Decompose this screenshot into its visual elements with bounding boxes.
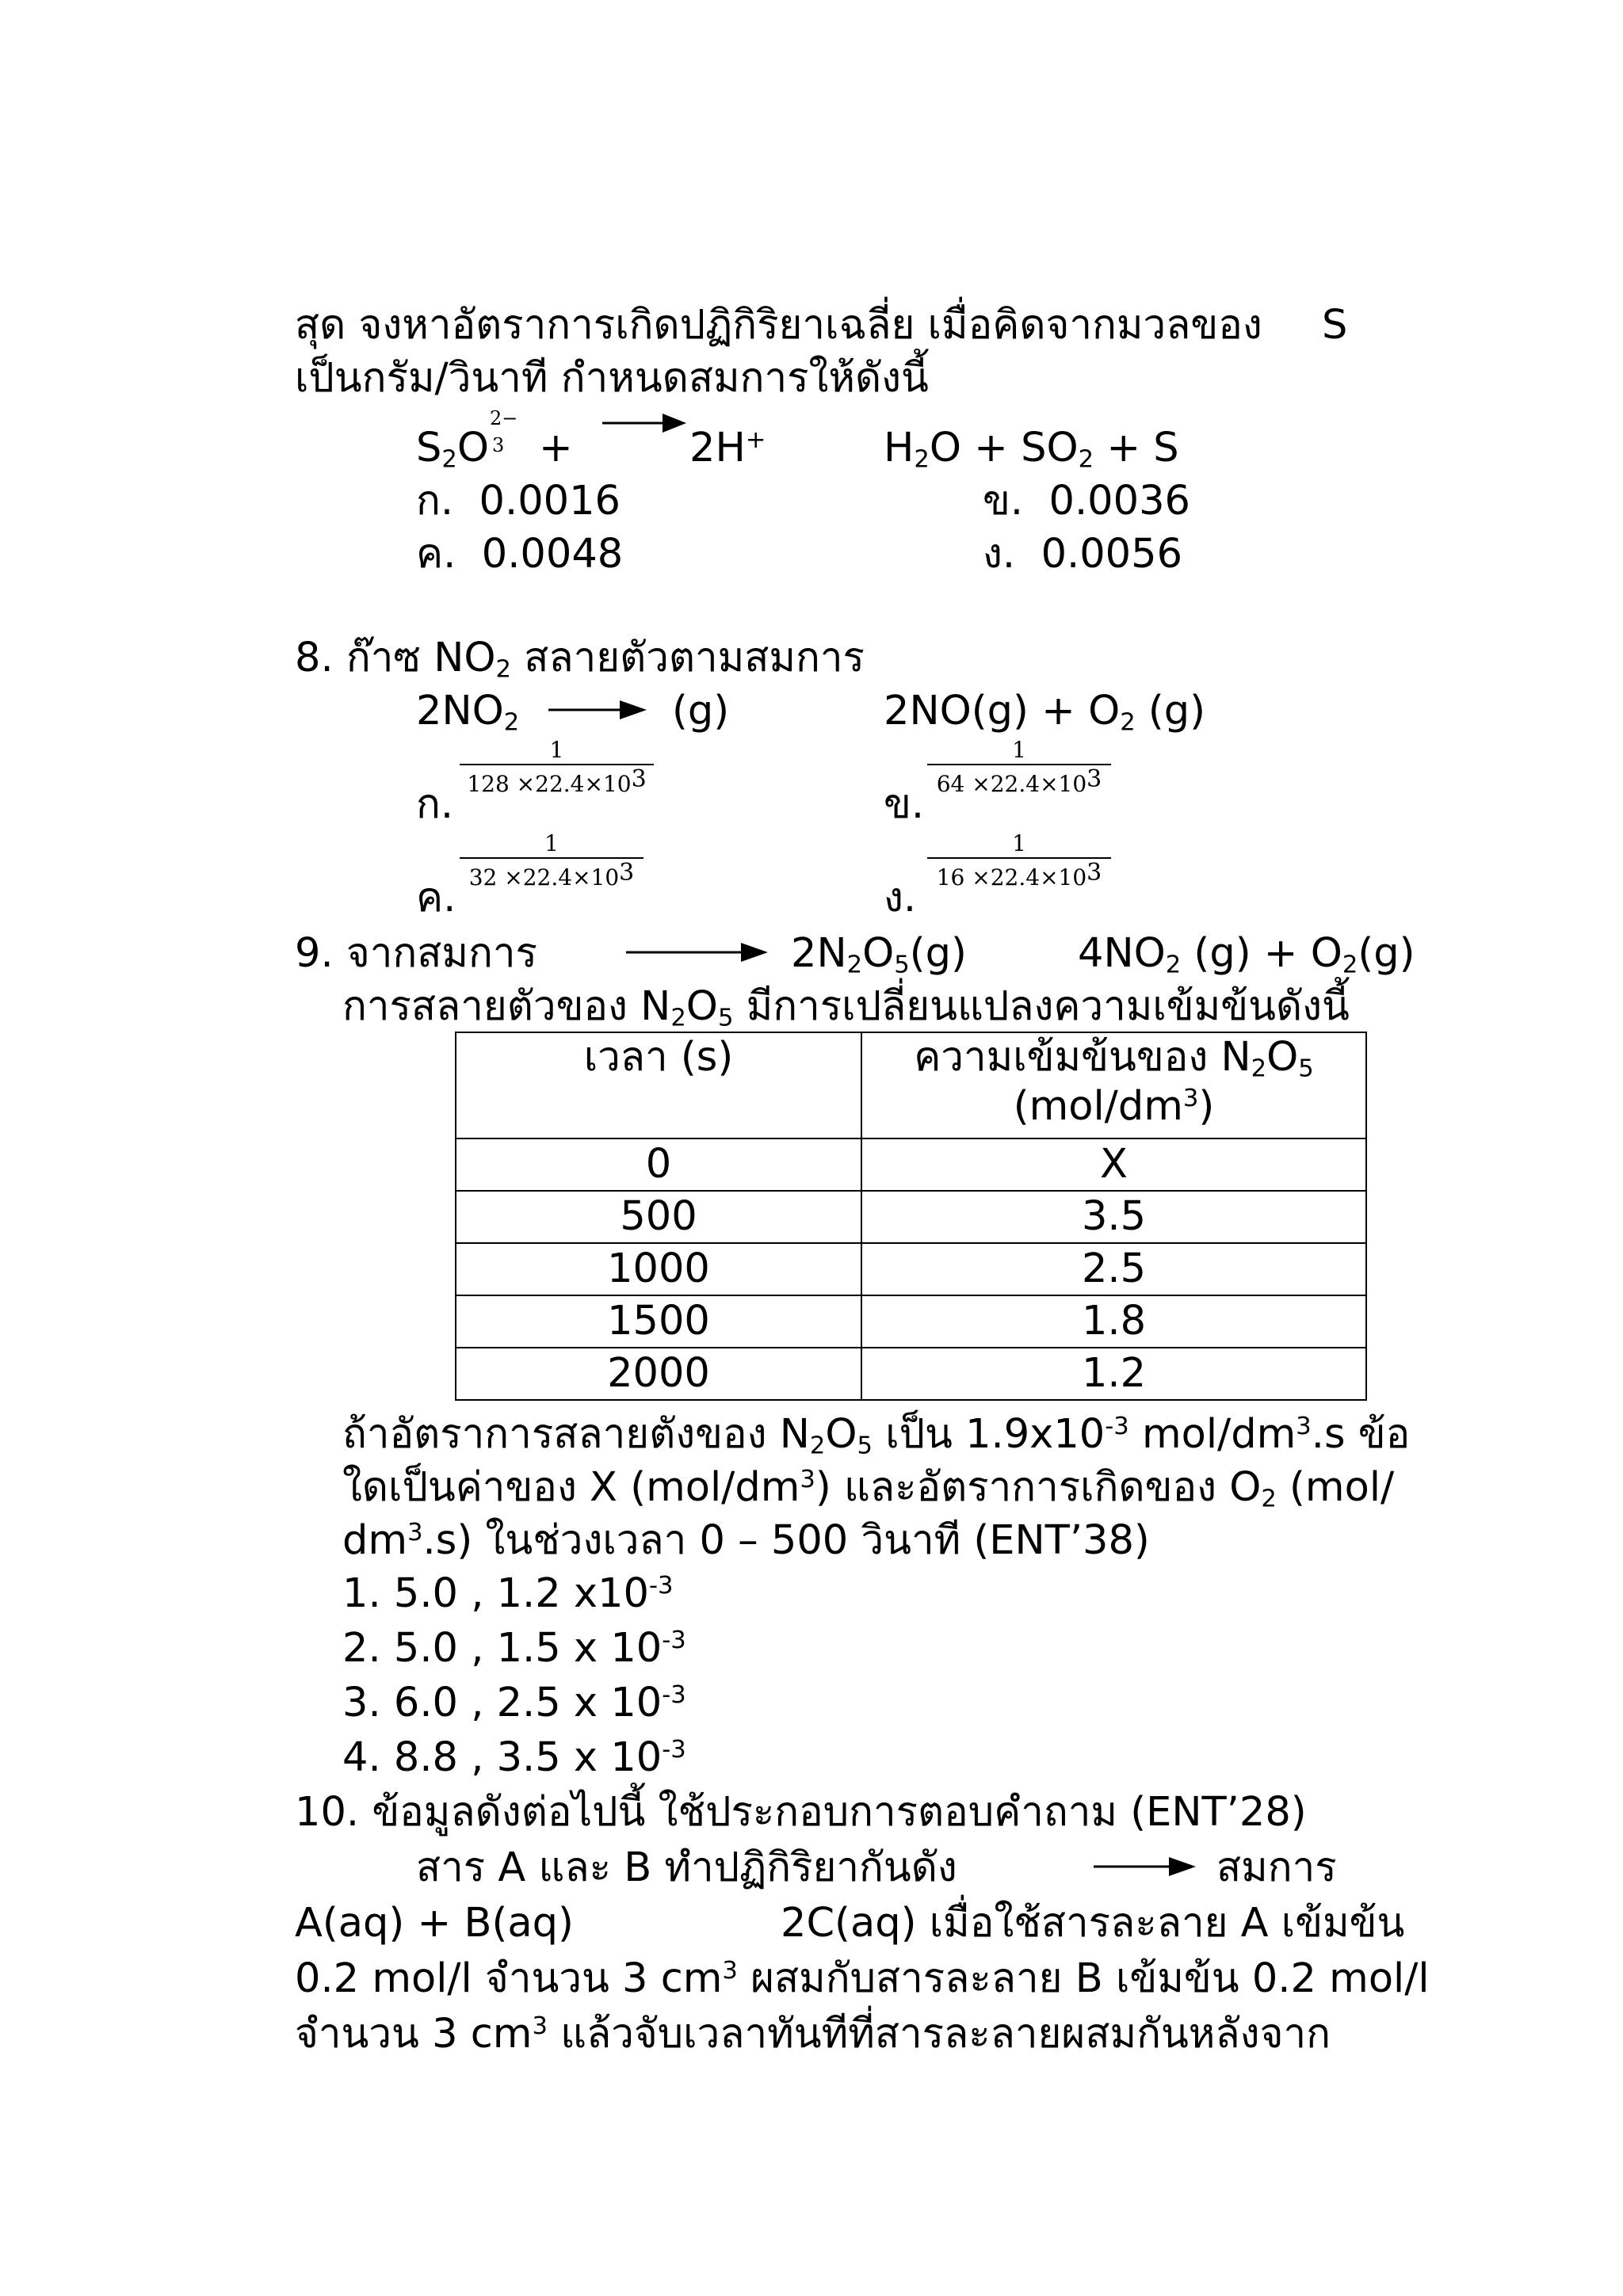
q10-line5: จำนวน 3 $cm^3$ แล้วจับเวลาทันทีที่สารละลายผสมกันหลังจาก (295, 2011, 1331, 2058)
q7-line2: เป็นกรัม/วินาที กำหนดสมการให้ดังนี้ (295, 355, 929, 402)
q8-choice-c-label: ค. (416, 875, 456, 921)
q10-line3-products: 2C(aq) เมื่อใช้สารละลาย A เข้มข้น (781, 1900, 1405, 1947)
q9-line2: การสลายตัวของ $N_2O_5$ มีการเปลี่ยนแปลงความเข้มข้นดังนี้ (342, 983, 1350, 1032)
q7-choice-a: ก. 0.0016 (416, 478, 621, 524)
q7-products: $H_2O + SO_2 + S$ (884, 425, 1179, 474)
q8-choice-d-fraction: 1 $16 \times 22.4\times 10^3$ (927, 830, 1111, 894)
table-cell-concentration: 2.5 (861, 1243, 1366, 1295)
q7-choice-c: ค. 0.0048 (416, 531, 624, 578)
table-row (456, 1295, 1366, 1348)
table-cell-time: 1000 (456, 1243, 861, 1295)
table-header-concentration: ความเข้มข้นของ $N_2O_5$ $(mol/dm^3)$ (861, 1032, 1366, 1138)
q9-answer-3: 3. 6.0 , 2.5 x $10^{-3}$ (342, 1680, 686, 1726)
q7-reaction-arrow-icon (601, 412, 688, 434)
q9-answer-2: 2. 5.0 , 1.5 x $10^{-3}$ (342, 1625, 686, 1672)
q7-ion-subscript: 3 (492, 434, 505, 456)
table-cell-time: 500 (456, 1191, 861, 1243)
concentration-table (455, 1032, 1367, 1401)
q7-ion-charge: 2− (490, 407, 518, 429)
q8-choice-d-label: ง. (884, 875, 917, 921)
q9-answer-1: 1. 5.0 , 1.2 $x10^{-3}$ (342, 1570, 674, 1617)
table-cell-concentration: 3.5 (861, 1191, 1366, 1243)
q10-line3-reactants: A(aq) + B(aq) (295, 1900, 574, 1947)
q8-choice-c-fraction: 1 $32 \times 22.4\times 10^3$ (460, 830, 643, 894)
table-cell-time: 0 (456, 1138, 861, 1191)
q10-line4: 0.2 mol/l จำนวน 3 $cm^3$ ผสมกับสารละลาย B เข้มข้น 0.2 mol/l (295, 1955, 1430, 2002)
q7-choice-b: ข. 0.0036 (983, 478, 1190, 524)
q10-line2: สาร A และ B ทำปฏิกิริยากันดัง (416, 1844, 957, 1891)
q7-choice-d: ง. 0.0056 (983, 531, 1183, 578)
q9-paragraph-line1: ถ้าอัตราการสลายตังของ $N_2O_5$ เป็น $1.9x10^{-3}$ mol/$dm^3.s$ ข้อ (342, 1411, 1411, 1460)
table-cell-time: 2000 (456, 1348, 861, 1400)
table-row (456, 1243, 1366, 1295)
q9-paragraph-line2: ใดเป็นค่าของ X $(mol/dm^3)$ และอัตราการเกิดของ $O_2$ (mol/ (342, 1464, 1395, 1513)
q9-answer-4: 4. 8.8 , 3.5 x $10^{-3}$ (342, 1734, 686, 1781)
q8-equation-state: (g) (672, 688, 730, 734)
q8-choice-a-fraction: 1 $128 \times 22.4\times 10^3$ (460, 737, 654, 800)
table-row (456, 1191, 1366, 1243)
q8-title: 8. ก๊าซ $NO_2$ สลายตัวตามสมการ (295, 635, 865, 684)
table-header-row (456, 1032, 1366, 1138)
q10-reaction-arrow-icon (1092, 1855, 1199, 1878)
q8-choice-b-label: ข. (884, 781, 925, 828)
q9-title: 9. จากสมการ (295, 930, 537, 977)
q7-equation-left: $S_2O$ (416, 425, 489, 474)
q10-title: 10. ข้อมูลดังต่อไปนี้ ใช้ประกอบการตอบคำถาม (ENT’28) (295, 1789, 1307, 1836)
q8-choice-a-label: ก. (416, 781, 454, 828)
q8-choice-b-fraction: 1 $64 \times 22.4\times 10^3$ (927, 737, 1111, 800)
table-cell-time: 1500 (456, 1295, 861, 1348)
table-cell-concentration: X (861, 1138, 1366, 1191)
table-cell-concentration: 1.2 (861, 1348, 1366, 1400)
q9-equation-products: $4NO_2$ $(g) + O_2(g)$ (1078, 930, 1415, 979)
q9-paragraph-line3: $dm^3.s$) ในช่วงเวลา 0 – 500 วินาที (ENT’38) (342, 1517, 1150, 1564)
q8-equation-left: $2NO_2$ (416, 688, 520, 737)
q9-reaction-arrow-icon (624, 941, 771, 963)
q8-equation-right: $2NO(g) + O_2$ (g) (884, 688, 1206, 737)
q9-equation-reactant: $2N_2O_5(g)$ (791, 930, 967, 979)
q10-line2-tail: สมการ (1216, 1844, 1337, 1891)
table-header-time: เวลา (s) (456, 1032, 861, 1138)
q7-line1: สุด จงหาอัตราการเกิดปฏิกิริยาเฉลี่ย เมื่อคิดจากมวลของ (295, 302, 1262, 349)
table-row (456, 1348, 1366, 1400)
table-cell-concentration: 1.8 (861, 1295, 1366, 1348)
table-row (456, 1138, 1366, 1191)
q7-line1-tail: S (1322, 302, 1348, 349)
q8-reaction-arrow-icon (547, 699, 650, 721)
q7-plus: + (539, 425, 573, 471)
q7-hydrogen: 2H+ (689, 425, 766, 471)
